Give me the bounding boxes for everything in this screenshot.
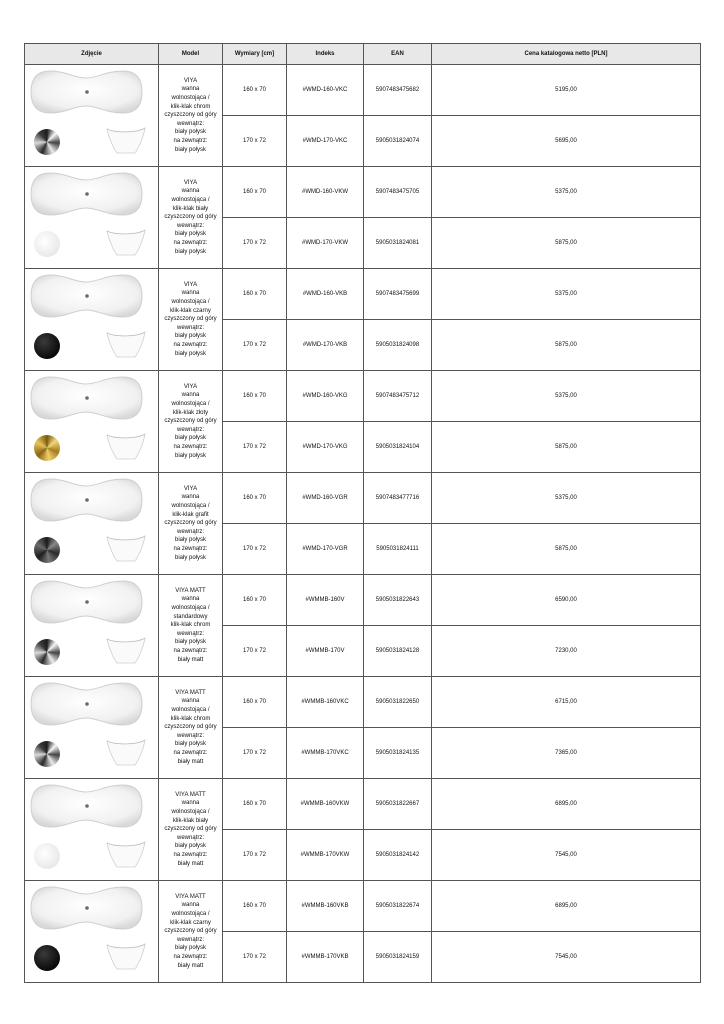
index-cell: #WMD-170-VKC <box>287 116 364 167</box>
index-cell: #WMD-160-VKW <box>287 167 364 218</box>
model-line: czyszczony od góry <box>164 316 217 323</box>
model-line: wolnostojąca / <box>171 197 210 204</box>
model-line: biały połysk <box>174 741 206 748</box>
model-line: klik-klak czarny <box>170 307 211 314</box>
price-cell: 5875,00 <box>432 320 701 371</box>
price-cell: 7545,00 <box>432 830 701 881</box>
table-row <box>25 269 701 320</box>
model-line: biały matt <box>177 860 204 867</box>
table-row <box>25 575 701 626</box>
table-row <box>25 677 701 728</box>
product-photo <box>25 167 159 269</box>
model-line: wewnątrz: <box>176 222 204 229</box>
table-row <box>25 881 701 932</box>
index-cell: #WMMB-170VKW <box>287 830 364 881</box>
index-cell: #WMMB-160VKC <box>287 677 364 728</box>
ean-cell: 5905031822650 <box>364 677 432 728</box>
header-price: Cena katalogowa netto [PLN] <box>432 44 701 65</box>
dimensions-cell: 160 x 70 <box>223 269 287 320</box>
model-line: wewnątrz: <box>176 936 204 943</box>
model-line: wolnostojąca / <box>171 401 210 408</box>
model-line: wanna <box>181 290 200 297</box>
model-line: biały matt <box>177 962 204 969</box>
price-cell: 7545,00 <box>432 932 701 983</box>
model-description <box>159 65 223 167</box>
ean-cell: 5905031824159 <box>364 932 432 983</box>
ean-cell: 5905031824098 <box>364 320 432 371</box>
model-line: wanna <box>181 596 200 603</box>
ean-cell: 5905031824104 <box>364 422 432 473</box>
model-line: VIYA MATT <box>175 689 206 696</box>
ean-cell: 5907483475705 <box>364 167 432 218</box>
model-line: biały połysk <box>174 452 206 459</box>
dimensions-cell: 160 x 70 <box>223 167 287 218</box>
index-cell: #WMMB-170VKB <box>287 932 364 983</box>
price-cell: 5195,00 <box>432 65 701 116</box>
model-line: klik-klak biały <box>172 205 209 212</box>
dimensions-cell: 160 x 70 <box>223 371 287 422</box>
price-cell: 5875,00 <box>432 422 701 473</box>
ean-cell: 5905031824142 <box>364 830 432 881</box>
model-line: wolnostojąca / <box>171 605 210 612</box>
index-cell: #WMMB-170VKC <box>287 728 364 779</box>
product-photo <box>25 779 159 881</box>
color-swatch-black <box>34 945 60 971</box>
dimensions-cell: 170 x 72 <box>223 320 287 371</box>
model-line: klik-klak czarny <box>170 919 211 926</box>
dimensions-cell: 170 x 72 <box>223 524 287 575</box>
index-cell: #WMD-160-VKG <box>287 371 364 422</box>
table-row <box>25 779 701 830</box>
price-cell: 5375,00 <box>432 269 701 320</box>
model-line: VIYA <box>183 179 198 186</box>
model-line: wewnątrz: <box>176 834 204 841</box>
price-cell: 6895,00 <box>432 881 701 932</box>
model-line: wanna <box>181 698 200 705</box>
table-body <box>25 65 701 983</box>
model-line: wolnostojąca / <box>171 299 210 306</box>
color-swatch-chrome <box>34 639 60 665</box>
ean-cell: 5905031824111 <box>364 524 432 575</box>
ean-cell: 5905031822643 <box>364 575 432 626</box>
header-row <box>25 44 701 65</box>
model-line: klik-klak grafit <box>172 511 209 518</box>
price-cell: 6895,00 <box>432 779 701 830</box>
model-line: biały połysk <box>174 537 206 544</box>
model-line: czyszczony od góry <box>164 826 217 833</box>
index-cell: #WMD-170-VKW <box>287 218 364 269</box>
dimensions-cell: 160 x 70 <box>223 473 287 524</box>
header-ean: EAN <box>364 44 432 65</box>
model-line: VIYA <box>183 77 198 84</box>
model-line: czyszczony od góry <box>164 112 217 119</box>
price-cell: 7230,00 <box>432 626 701 677</box>
product-photo <box>25 371 159 473</box>
model-line: biały połysk <box>174 350 206 357</box>
ean-cell: 5905031822667 <box>364 779 432 830</box>
model-line: wolnostojąca / <box>171 809 210 816</box>
model-description <box>159 575 223 677</box>
model-line: VIYA <box>183 383 198 390</box>
model-line: wolnostojąca / <box>171 95 210 102</box>
header-model: Model <box>159 44 223 65</box>
model-line: standardowy <box>173 613 208 620</box>
model-description <box>159 473 223 575</box>
model-line: czyszczony od góry <box>164 214 217 221</box>
dimensions-cell: 170 x 72 <box>223 218 287 269</box>
ean-cell: 5907483477716 <box>364 473 432 524</box>
model-description <box>159 371 223 473</box>
index-cell: #WMD-170-VGR <box>287 524 364 575</box>
model-line: biały połysk <box>174 435 206 442</box>
model-description <box>159 167 223 269</box>
model-line: wewnątrz: <box>176 120 204 127</box>
dimensions-cell: 170 x 72 <box>223 932 287 983</box>
price-cell: 5695,00 <box>432 116 701 167</box>
index-cell: #WMD-160-VKC <box>287 65 364 116</box>
ean-cell: 5907483475699 <box>364 269 432 320</box>
model-line: wanna <box>181 188 200 195</box>
ean-cell: 5905031822674 <box>364 881 432 932</box>
model-line: na zewnątrz: <box>173 239 208 246</box>
model-line: biały połysk <box>174 554 206 561</box>
model-line: biały połysk <box>174 333 206 340</box>
model-line: VIYA <box>183 485 198 492</box>
model-line: biały matt <box>177 758 204 765</box>
model-description <box>159 881 223 983</box>
model-line: czyszczony od góry <box>164 928 217 935</box>
price-cell: 5375,00 <box>432 167 701 218</box>
model-line: wewnątrz: <box>176 324 204 331</box>
price-cell: 5375,00 <box>432 473 701 524</box>
dimensions-cell: 170 x 72 <box>223 116 287 167</box>
model-line: klik-klak chrom <box>170 103 211 110</box>
model-line: na zewnątrz: <box>173 137 208 144</box>
index-cell: #WMD-170-VKG <box>287 422 364 473</box>
model-description <box>159 677 223 779</box>
dimensions-cell: 160 x 70 <box>223 677 287 728</box>
index-cell: #WMD-170-VKB <box>287 320 364 371</box>
table-row <box>25 473 701 524</box>
dimensions-cell: 170 x 72 <box>223 626 287 677</box>
dimensions-cell: 160 x 70 <box>223 779 287 830</box>
index-cell: #WMMB-160VKB <box>287 881 364 932</box>
model-line: wanna <box>181 86 200 93</box>
dimensions-cell: 160 x 70 <box>223 575 287 626</box>
model-line: biały połysk <box>174 639 206 646</box>
header-dimensions: Wymiary [cm] <box>223 44 287 65</box>
model-line: VIYA <box>183 281 198 288</box>
model-line: wolnostojąca / <box>171 707 210 714</box>
model-line: biały połysk <box>174 945 206 952</box>
price-cell: 5875,00 <box>432 524 701 575</box>
price-cell: 6715,00 <box>432 677 701 728</box>
model-line: klik-klak biały <box>172 817 209 824</box>
model-line: VIYA MATT <box>175 587 206 594</box>
model-line: wewnątrz: <box>176 528 204 535</box>
model-line: wanna <box>181 392 200 399</box>
table-row <box>25 65 701 116</box>
model-line: biały połysk <box>174 146 206 153</box>
dimensions-cell: 170 x 72 <box>223 830 287 881</box>
model-description <box>159 269 223 371</box>
color-swatch-gold <box>34 435 60 461</box>
color-swatch-black <box>34 333 60 359</box>
price-cell: 7365,00 <box>432 728 701 779</box>
product-photo <box>25 473 159 575</box>
color-swatch-white <box>34 843 60 869</box>
model-description <box>159 779 223 881</box>
index-cell: #WMD-160-VGR <box>287 473 364 524</box>
model-line: na zewnątrz: <box>173 749 208 756</box>
dimensions-cell: 170 x 72 <box>223 728 287 779</box>
model-line: biały połysk <box>174 231 206 238</box>
ean-cell: 5905031824074 <box>364 116 432 167</box>
model-line: wolnostojąca / <box>171 911 210 918</box>
dimensions-cell: 160 x 70 <box>223 65 287 116</box>
ean-cell: 5907483475682 <box>364 65 432 116</box>
model-line: klik-klak chrom <box>170 715 211 722</box>
price-cell: 6590,00 <box>432 575 701 626</box>
model-line: czyszczony od góry <box>164 724 217 731</box>
model-line: na zewnątrz: <box>173 443 208 450</box>
color-swatch-white <box>34 231 60 257</box>
header-index: Indeks <box>287 44 364 65</box>
index-cell: #WMD-160-VKB <box>287 269 364 320</box>
model-line: na zewnątrz: <box>173 953 208 960</box>
index-cell: #WMMB-160VKW <box>287 779 364 830</box>
product-photo <box>25 269 159 371</box>
product-photo <box>25 575 159 677</box>
index-cell: #WMMB-170V <box>287 626 364 677</box>
price-cell: 5375,00 <box>432 371 701 422</box>
model-line: wanna <box>181 800 200 807</box>
ean-cell: 5907483475712 <box>364 371 432 422</box>
table-header <box>25 44 701 65</box>
model-line: wanna <box>181 902 200 909</box>
model-line: wewnątrz: <box>176 732 204 739</box>
table-row <box>25 167 701 218</box>
index-cell: #WMMB-160V <box>287 575 364 626</box>
model-line: biały połysk <box>174 248 206 255</box>
product-photo <box>25 881 159 983</box>
product-photo <box>25 65 159 167</box>
model-line: klik-klak chrom <box>170 622 211 629</box>
color-swatch-graphite <box>34 537 60 563</box>
model-line: wewnątrz: <box>176 630 204 637</box>
ean-cell: 5905031824135 <box>364 728 432 779</box>
model-line: biały połysk <box>174 129 206 136</box>
model-line: na zewnątrz: <box>173 851 208 858</box>
header-photo: Zdjęcie <box>25 44 159 65</box>
model-line: wanna <box>181 494 200 501</box>
dimensions-cell: 160 x 70 <box>223 881 287 932</box>
model-line: na zewnątrz: <box>173 647 208 654</box>
price-cell: 5875,00 <box>432 218 701 269</box>
color-swatch-chrome <box>34 129 60 155</box>
model-line: klik-klak złoty <box>172 409 209 416</box>
model-line: czyszczony od góry <box>164 520 217 527</box>
ean-cell: 5905031824081 <box>364 218 432 269</box>
model-line: biały połysk <box>174 843 206 850</box>
model-line: VIYA MATT <box>175 791 206 798</box>
dimensions-cell: 170 x 72 <box>223 422 287 473</box>
model-line: biały matt <box>177 656 204 663</box>
model-line: na zewnątrz: <box>173 341 208 348</box>
model-line: wewnątrz: <box>176 426 204 433</box>
color-swatch-chrome <box>34 741 60 767</box>
ean-cell: 5905031824128 <box>364 626 432 677</box>
model-line: VIYA MATT <box>175 893 206 900</box>
product-photo <box>25 677 159 779</box>
model-line: na zewnątrz: <box>173 545 208 552</box>
table-row <box>25 371 701 422</box>
price-list-table <box>24 43 701 983</box>
model-line: czyszczony od góry <box>164 418 217 425</box>
model-line: wolnostojąca / <box>171 503 210 510</box>
